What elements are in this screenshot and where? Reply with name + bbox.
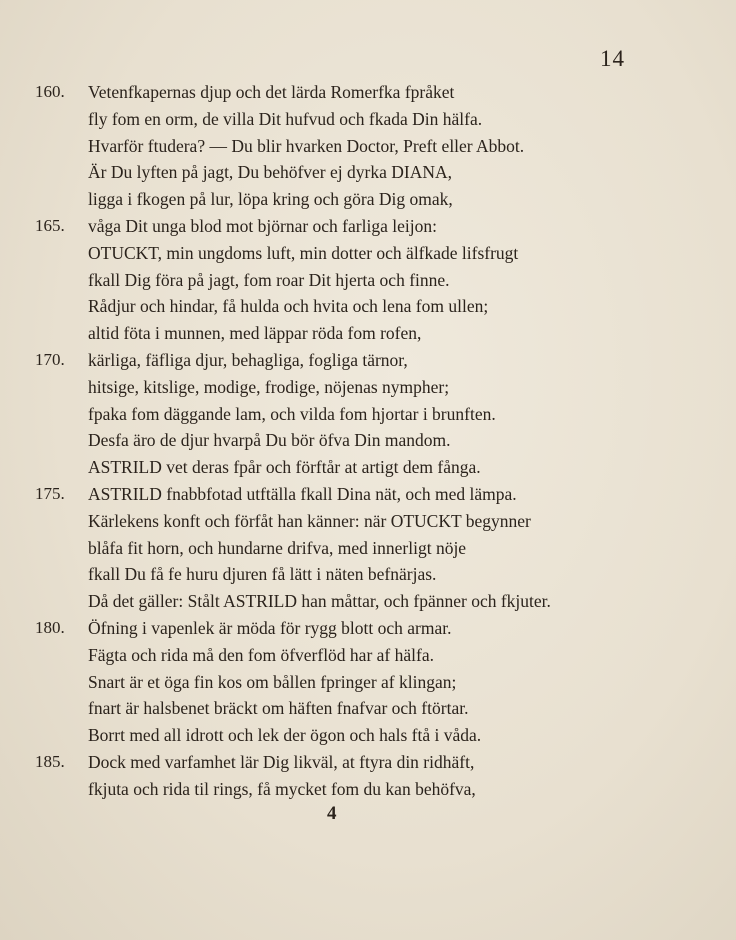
verse-line — [0, 776, 736, 802]
verse-line — [0, 454, 736, 480]
verse-line — [0, 374, 736, 400]
verse-text: hitsige, kitslige, modige, frodige, nöjenas nympher; — [88, 376, 450, 397]
signature-mark: 4 — [327, 803, 337, 824]
verse-line — [0, 106, 736, 132]
verse-line — [0, 722, 736, 748]
verse-line — [0, 749, 736, 775]
verse-line — [0, 79, 736, 105]
verse-text: Hvarför ftudera? — Du blir hvarken Doctor, Preft eller Abbot. — [88, 135, 525, 156]
line-number: 165. — [35, 216, 65, 235]
verse-text: Är Du lyften på jagt, Du behöfver ej dyrka DIANA, — [88, 162, 452, 183]
verse-line — [0, 669, 736, 695]
verse-line — [0, 320, 736, 346]
verse-line — [0, 695, 736, 721]
verse-text: Rådjur och hindar, få hulda och hvita och lena fom ullen; — [88, 296, 489, 317]
verse-text: fkall Du få fe huru djuren få lätt i näten befnärjas. — [88, 564, 437, 585]
line-number: 180. — [35, 618, 65, 637]
verse-text: Vetenfkapernas djup och det lärda Romerfka fpråket — [88, 82, 455, 102]
verse-line — [0, 535, 736, 561]
verse-text: fnart är halsbenet bräckt om häften fnafvar och ftörtar. — [88, 698, 469, 719]
line-number: 175. — [35, 484, 65, 503]
verse-text: altid föta i munnen, med läppar röda fom rofen, — [88, 323, 422, 344]
verse-text: Desfa äro de djur hvarpå Du bör öfva Din mandom. — [88, 430, 451, 451]
verse-line — [0, 401, 736, 427]
verse-line — [0, 159, 736, 185]
verse-text: Borrt med all idrott och lek der ögon och hals ftå i våda. — [88, 725, 482, 746]
verse-text: ASTRILD fnabbfotad utftälla fkall Dina nät, och med lämpa. — [88, 484, 517, 504]
verse-line — [0, 481, 736, 507]
verse-line — [0, 561, 736, 587]
line-number: 185. — [35, 752, 65, 771]
verse-text: Dock med varfamhet lär Dig likväl, at ftyra din ridhäft, — [88, 752, 475, 772]
verse-line — [0, 133, 736, 159]
verse-text: OTUCKT, min ungdoms luft, min dotter och älfkade lifsfrugt — [88, 242, 519, 263]
verse-text: Då det gäller: Stålt ASTRILD han måttar, och fpänner och fkjuter. — [88, 591, 551, 612]
verse-line — [0, 588, 736, 614]
page-number: 14 — [600, 46, 625, 71]
verse-line — [0, 267, 736, 293]
verse-line — [0, 293, 736, 319]
verse-text: Kärlekens konft och förfåt han känner: när OTUCKT begynner — [88, 510, 531, 531]
verse-line — [0, 213, 736, 239]
verse-text: fly fom en orm, de villa Dit hufvud och fkada Din hälfa. — [88, 108, 483, 129]
verse-line — [0, 642, 736, 668]
verse-text: fpaka fom däggande lam, och vilda fom hjortar i brunften. — [88, 403, 496, 424]
verse-line — [0, 186, 736, 212]
verse-line — [0, 508, 736, 534]
verse-text: våga Dit unga blod mot björnar och farliga leijon: — [88, 216, 437, 236]
verse-text: ligga i fkogen på lur, löpa kring och göra Dig omak, — [88, 189, 453, 210]
verse-line — [0, 240, 736, 266]
verse-line — [0, 615, 736, 641]
verse-line — [0, 347, 736, 373]
verse-text: blåfa fit horn, och hundarne drifva, med innerligt nöje — [88, 537, 467, 558]
verse-text: Snart är et öga fin kos om bållen fpringer af klingan; — [88, 671, 457, 692]
verse-text: fkall Dig föra på jagt, fom roar Dit hjerta och finne. — [88, 269, 450, 290]
verse-line — [0, 427, 736, 453]
verse-text: Öfning i vapenlek är möda för rygg blott och armar. — [88, 618, 452, 638]
verse-text: Fägta och rida må den fom öfverflöd har af hälfa. — [88, 644, 434, 665]
verse-text: kärliga, fäfliga djur, behagliga, fogliga tärnor, — [88, 350, 408, 370]
line-number: 170. — [35, 350, 65, 369]
line-number: 160. — [35, 82, 65, 101]
verse-text: fkjuta och rida til rings, få mycket fom du kan behöfva, — [88, 778, 476, 799]
verse-text: ASTRILD vet deras fpår och förftår at artigt dem fånga. — [88, 457, 481, 478]
